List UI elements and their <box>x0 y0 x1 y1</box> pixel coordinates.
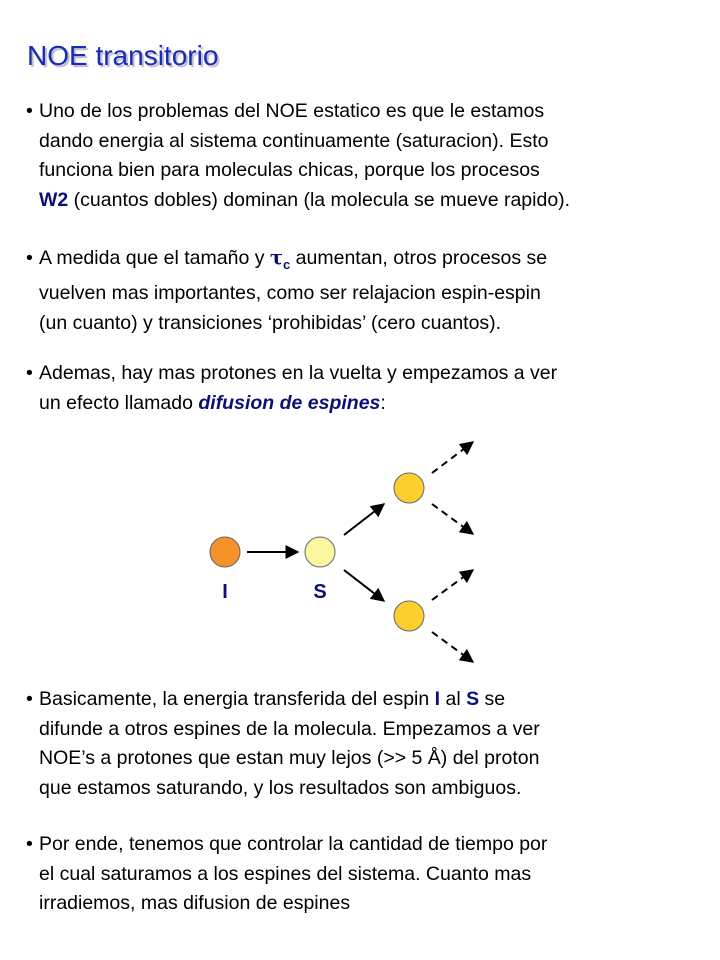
text-line: • Uno de los problemas del NOE estatico es que le estamos <box>26 97 706 127</box>
arrow-s-to-upper <box>344 504 384 535</box>
text-line: W2 (cuantos dobles) dominan (la molecula se mueve rapido). <box>39 188 571 211</box>
text-line: un efecto llamado difusion de espines: <box>39 391 386 414</box>
spin-i-term: I <box>434 688 441 710</box>
text-line: NOE’s a protones que estan muy lejos (>> 5 Å) del proton <box>39 747 540 769</box>
bullet: • <box>26 833 33 855</box>
arrow-s-to-lower <box>344 570 384 601</box>
spin-diffusion-term: difusion de espines <box>198 391 381 414</box>
bullet: • <box>26 688 33 710</box>
spin-i-circle <box>210 537 240 567</box>
spin-lower-circle <box>394 601 424 631</box>
text-line: irradiemos, mas difusion de espines <box>39 892 351 914</box>
bullet: • <box>26 100 33 122</box>
dashed-arrow <box>432 504 473 534</box>
bullet: • <box>26 362 33 384</box>
text-line: • Basicamente, la energia transferida del espin I al S se <box>26 685 706 715</box>
paragraph-more-protons <box>26 359 706 418</box>
spin-i-label: I <box>222 581 228 603</box>
text-line: • Por ende, tenemos que controlar la cantidad de tiempo por <box>26 830 706 860</box>
paragraph-size-increase <box>26 243 706 338</box>
dashed-arrow <box>432 442 473 473</box>
text-line: que estamos saturando, y los resultados son ambiguos. <box>39 776 522 799</box>
w2-term: W2 <box>39 188 69 211</box>
tau-symbol: τ <box>269 246 284 269</box>
spin-s-circle <box>305 537 335 567</box>
bullet: • <box>26 247 33 269</box>
dashed-arrow <box>432 632 473 662</box>
text-line: el cual saturamos a los espines del sistema. Cuanto mas <box>39 862 532 885</box>
spin-upper-circle <box>394 473 424 503</box>
dashed-arrow <box>432 570 473 600</box>
spin-s-term: S <box>466 688 480 710</box>
spin-diffusion-diagram <box>0 430 720 670</box>
text-line: • A medida que el tamaño y $\tau_c$ aumentan, otros procesos se <box>26 246 548 272</box>
text-line: (un cuanto) y transiciones ‘prohibidas’ (cero cuantos). <box>39 311 502 334</box>
spin-s-label: S <box>313 581 327 603</box>
text-line: vuelven mas importantes, como ser relajacion espin-espin <box>39 282 541 305</box>
paragraph-control-time <box>26 830 706 919</box>
tau-subscript: c <box>283 256 291 272</box>
paragraph-energy-transfer <box>26 685 706 803</box>
text-line: • Ademas, hay mas protones en la vuelta y empezamos a ver <box>26 359 706 389</box>
text-line: difunde a otros espines de la molecula. Empezamos a ver <box>39 717 540 740</box>
text-line: funciona bien para moleculas chicas, porque los procesos <box>39 159 540 181</box>
page-title: NOE transitorio <box>27 40 219 71</box>
paragraph-static-noe-problem <box>26 97 706 215</box>
text-line: dando energia al sistema continuamente (saturacion). Esto <box>39 129 549 152</box>
